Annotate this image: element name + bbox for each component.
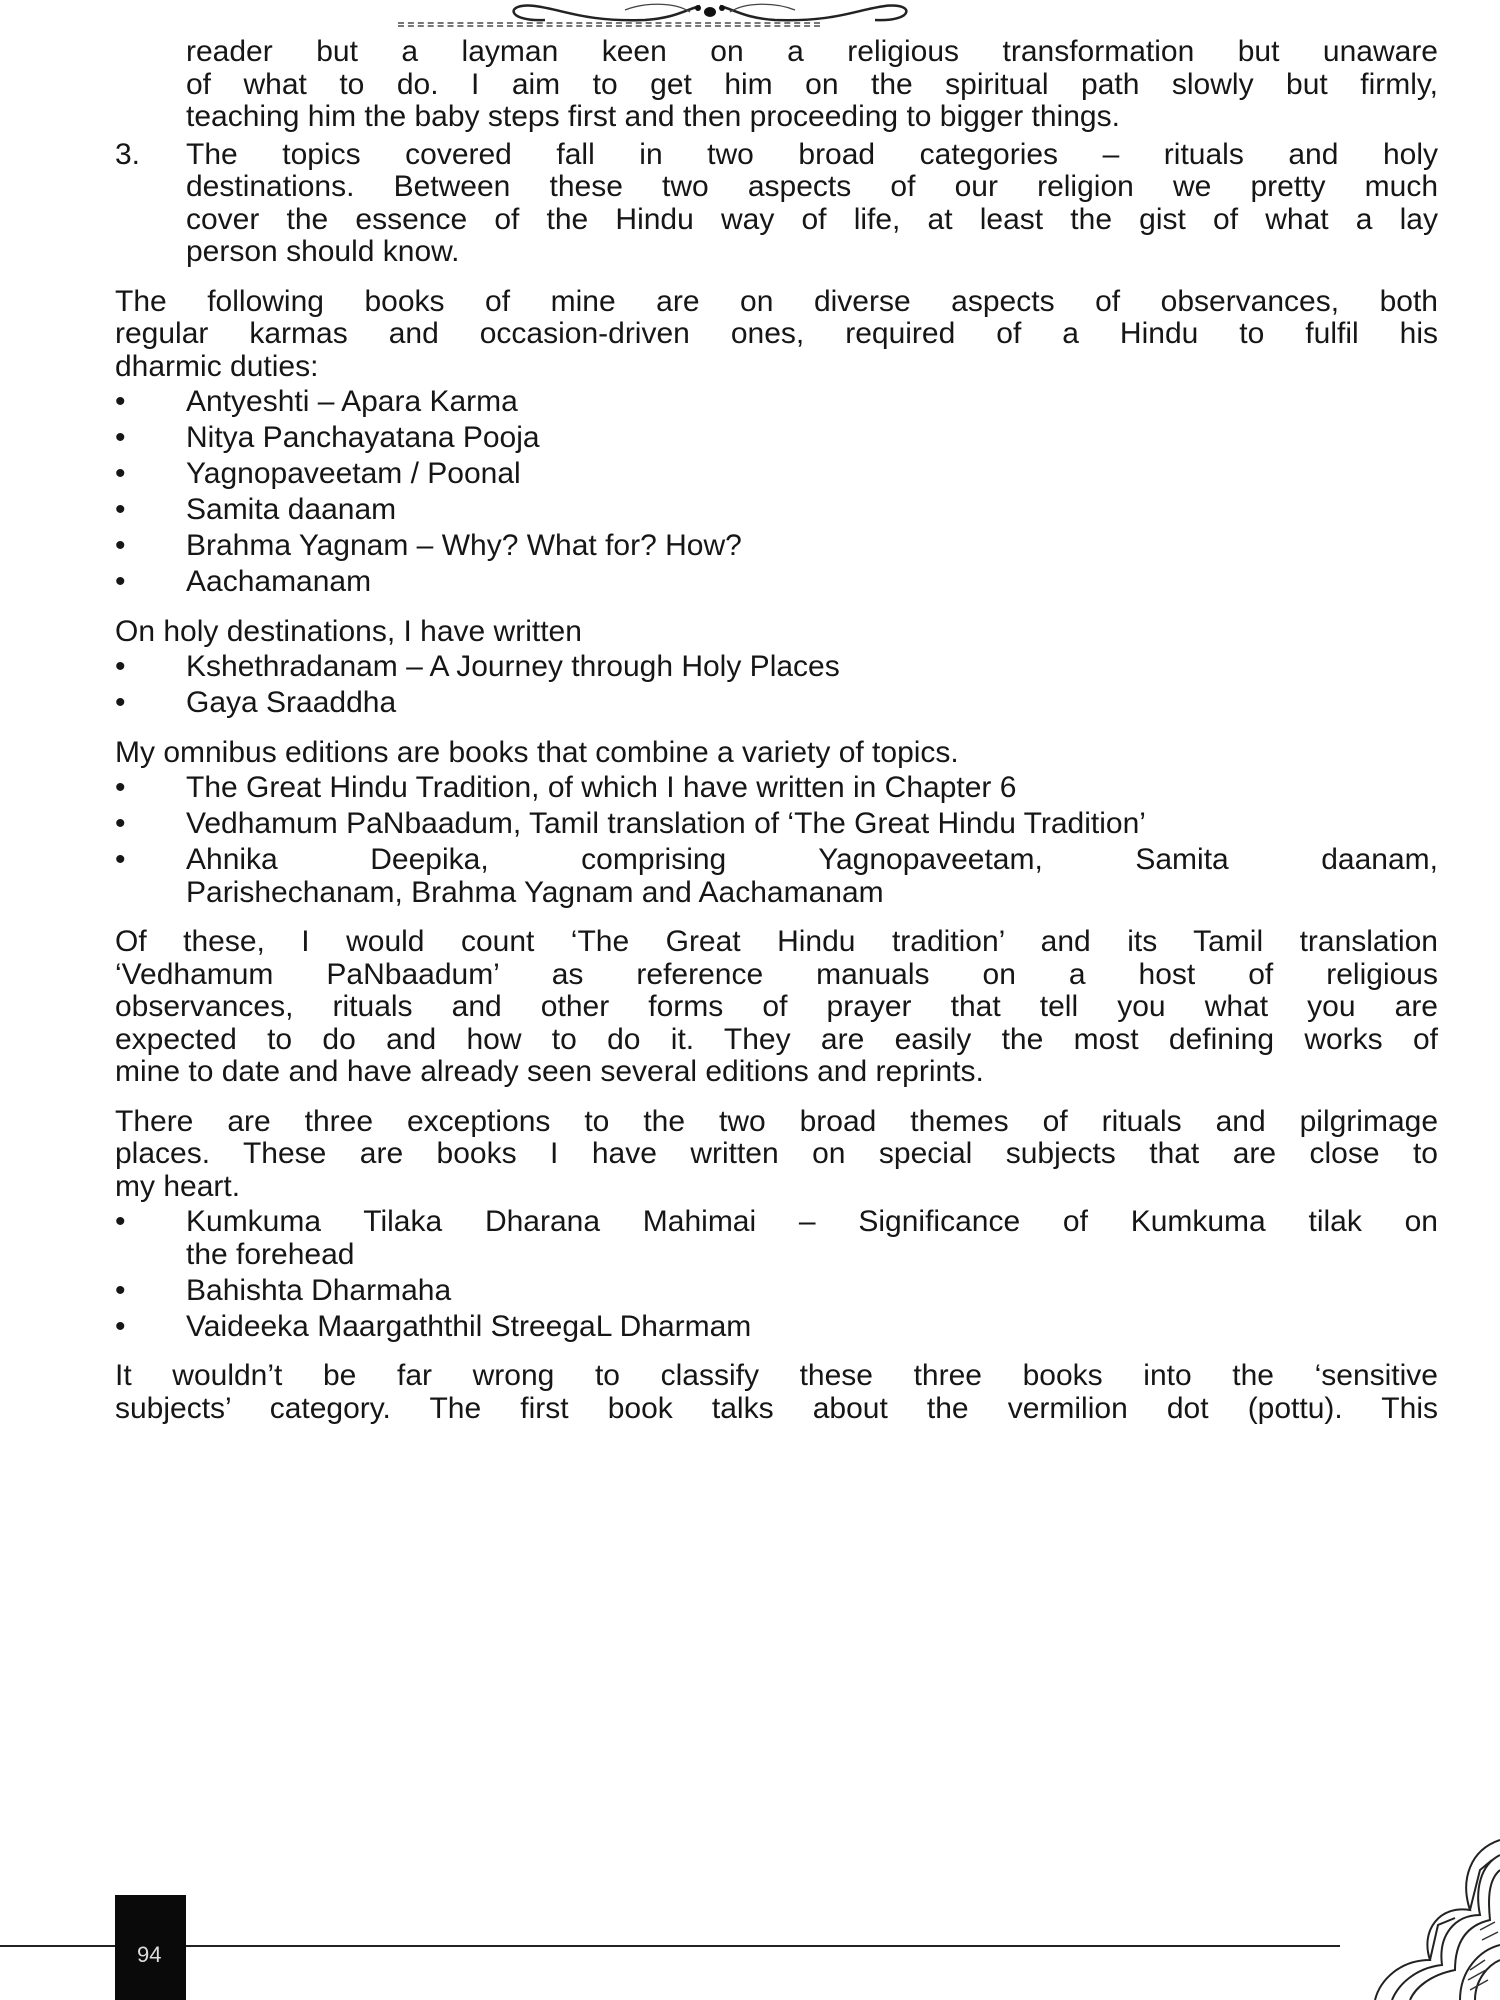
paragraph-exceptions [115, 1106, 1438, 1204]
list-omnibus [115, 772, 1438, 909]
text-line: Yagnopaveetam / Poonal [186, 457, 521, 490]
text-line: It wouldn’t be far wrong to classify these three books into the ‘sensitive [115, 1359, 1438, 1392]
text-line: reader but a layman keen on a religious transformation but unaware [186, 35, 1438, 68]
text-line: subjects’ category. The first book talks about the vermilion dot (pottu). This [115, 1391, 1438, 1425]
bullet-icon: • [115, 385, 126, 418]
text-line: The topics covered fall in two broad categories – rituals and holy [186, 137, 1438, 171]
bullet-icon: • [115, 843, 126, 876]
header-divider [398, 22, 820, 27]
bullet-icon: • [115, 457, 126, 490]
text-line: my heart. [115, 1169, 241, 1203]
text-line: Samita daanam [186, 493, 397, 526]
text-line: person should know. [186, 235, 460, 268]
text-line: Gaya Sraaddha [186, 686, 397, 719]
text-line: Bahishta Dharmaha [186, 1273, 452, 1307]
bullet-icon: • [115, 771, 126, 804]
text-line: regular karmas and occasion-driven ones, required of a Hindu to fulfil his [115, 317, 1438, 350]
text-line: Antyeshti – Apara Karma [186, 385, 518, 418]
text-line: There are three exceptions to the two broad themes of rituals and pilgrimage [115, 1104, 1438, 1138]
text-line: observances, rituals and other forms of prayer that tell you what you are [115, 990, 1438, 1023]
list-item [115, 1275, 1438, 1308]
list-item [115, 772, 1438, 805]
item-number: 3. [115, 137, 141, 171]
bullet-icon: • [115, 1205, 126, 1238]
list-item [115, 494, 1438, 527]
paragraph-observances [115, 286, 1438, 384]
bullet-icon: • [115, 421, 126, 454]
list-item [115, 458, 1438, 491]
text-line: Parishechanam, Brahma Yagnam and Aachamanam [186, 875, 884, 909]
list-item [115, 386, 1438, 419]
text-line: the forehead [186, 1237, 355, 1271]
page-body [115, 36, 1438, 1425]
text-line: of what to do. I aim to get him on the spiritual path slowly but firmly, [186, 67, 1438, 101]
list-item [115, 844, 1438, 909]
list-item [115, 1206, 1438, 1271]
text-line: Vaideeka Maargaththil StreegaL Dharmam [186, 1309, 752, 1343]
header-ornament-icon [505, 0, 915, 24]
text-line: destinations. Between these two aspects of our religion we pretty much [186, 170, 1438, 203]
paragraph-sensitive [115, 1360, 1438, 1425]
text-line: The Great Hindu Tradition, of which I have written in Chapter 6 [186, 771, 1017, 804]
text-line: Of these, I would count ‘The Great Hindu tradition’ and its Tamil translation [115, 925, 1438, 958]
text-line: Kumkuma Tilaka Dharana Mahimai – Significance of Kumkuma tilak on [186, 1205, 1438, 1238]
paragraph-reference [115, 926, 1438, 1089]
list-item [115, 566, 1438, 599]
list-exceptions [115, 1206, 1438, 1343]
list-item [115, 422, 1438, 455]
text-line: Kshethradanam – A Journey through Holy Places [186, 650, 840, 683]
corner-ornament-icon [1320, 1810, 1500, 2000]
bullet-icon: • [115, 1309, 126, 1343]
continuation-paragraph [115, 36, 1438, 134]
bullet-icon: • [115, 529, 126, 562]
paragraph-destinations-intro: On holy destinations, I have written [115, 614, 582, 648]
page-number: 94 [137, 1942, 162, 1967]
text-line: Ahnika Deepika, comprising Yagnopaveetam, Samita daanam, [186, 843, 1438, 876]
text-line: Nitya Panchayatana Pooja [186, 421, 540, 454]
text-line: Brahma Yagnam – Why? What for? How? [186, 529, 742, 562]
text-line: expected to do and how to do it. They are easily the most defining works of [115, 1022, 1438, 1056]
text-line: cover the essence of the Hindu way of life, at least the gist of what a lay [186, 202, 1438, 236]
bullet-icon: • [115, 807, 126, 840]
bullet-icon: • [115, 493, 126, 526]
text-line: The following books of mine are on diverse aspects of observances, both [115, 284, 1438, 318]
bullet-icon: • [115, 565, 126, 598]
numbered-item-3 [115, 139, 1438, 269]
text-line: mine to date and have already seen several editions and reprints. [115, 1055, 984, 1088]
footer-divider [0, 1945, 1340, 1947]
list-destinations [115, 651, 1438, 720]
text-line: places. These are books I have written on special subjects that are close to [115, 1137, 1438, 1170]
list-item [115, 1311, 1438, 1344]
text-line: dharmic duties: [115, 349, 319, 383]
list-item [115, 530, 1438, 563]
text-line: Vedhamum PaNbaadum, Tamil translation of ‘The Great Hindu Tradition’ [186, 807, 1146, 840]
list-item [115, 808, 1438, 841]
list-item [115, 687, 1438, 720]
text-line: teaching him the baby steps first and then proceeding to bigger things. [186, 100, 1120, 133]
text-line: ‘Vedhamum PaNbaadum’ as reference manuals on a host of religious [115, 957, 1438, 991]
text-line: Aachamanam [186, 565, 372, 598]
bullet-icon: • [115, 686, 126, 719]
bullet-icon: • [115, 1273, 126, 1307]
paragraph-omnibus-intro: My omnibus editions are books that combine a variety of topics. [115, 735, 959, 769]
bullet-icon: • [115, 650, 126, 683]
list-observances [115, 386, 1438, 599]
list-item [115, 651, 1438, 684]
